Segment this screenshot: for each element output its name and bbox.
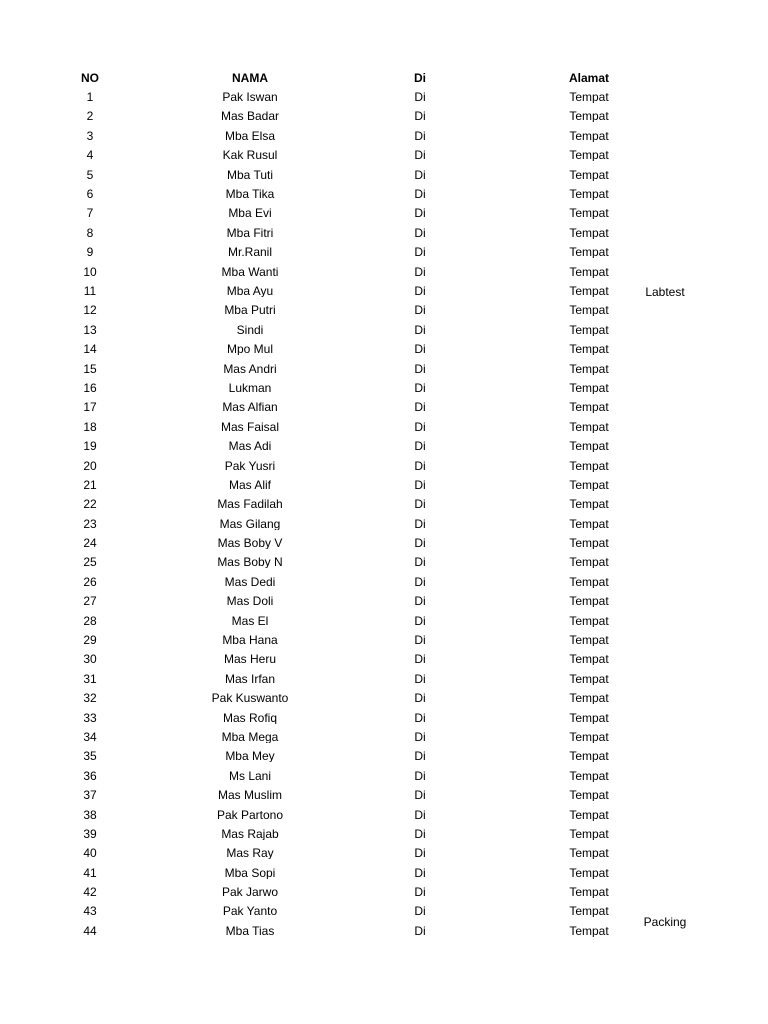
row-address-cell: Tempat	[569, 226, 609, 239]
row-name-cell: Mba Ayu	[226, 284, 274, 297]
row-address-cell: Tempat	[569, 730, 609, 743]
row-address-cell: Tempat	[569, 517, 609, 530]
table-row	[40, 689, 616, 708]
header-no: NO	[81, 71, 99, 84]
row-number-cell: 26	[83, 575, 97, 588]
row-number-cell: 31	[83, 672, 97, 685]
row-di-cell: Di	[414, 750, 426, 763]
row-address-cell: Tempat	[569, 246, 609, 259]
row-number-cell: 27	[83, 595, 97, 608]
table-row	[40, 844, 616, 863]
table-row	[40, 301, 616, 320]
row-name-cell: Mas Badar	[220, 110, 280, 123]
table-row	[40, 126, 616, 145]
row-name-cell: Mas Rajab	[221, 827, 279, 840]
table-row	[40, 243, 616, 262]
table-row	[40, 863, 616, 882]
row-address-cell: Tempat	[569, 924, 609, 937]
row-name-cell: Mas Boby V	[217, 537, 283, 550]
row-address-cell: Tempat	[569, 827, 609, 840]
row-address-cell: Tempat	[569, 381, 609, 394]
row-name-cell: Mas Alfian	[222, 401, 278, 414]
row-number-cell: 23	[83, 517, 97, 530]
row-address-cell: Tempat	[569, 653, 609, 666]
table-row	[40, 146, 616, 165]
table-row	[40, 824, 616, 843]
table-row	[40, 553, 616, 572]
table-row	[40, 320, 616, 339]
row-name-cell: Mba Evi	[228, 207, 272, 220]
row-name-cell: Lukman	[228, 381, 272, 394]
row-number-cell: 8	[86, 226, 94, 239]
row-di-cell: Di	[414, 401, 426, 414]
row-di-cell: Di	[414, 304, 426, 317]
table-row	[40, 747, 616, 766]
row-number-cell: 1	[86, 91, 94, 104]
row-name-cell: Mba Putri	[224, 304, 276, 317]
row-address-cell: Tempat	[569, 459, 609, 472]
row-name-cell: Mas Gilang	[219, 517, 281, 530]
row-number-cell: 13	[83, 323, 97, 336]
row-di-cell: Di	[414, 284, 426, 297]
row-name-cell: Mas Irfan	[224, 672, 275, 685]
row-di-cell: Di	[414, 226, 426, 239]
row-address-cell: Tempat	[569, 323, 609, 336]
row-di-cell: Di	[414, 246, 426, 259]
row-di-cell: Di	[414, 149, 426, 162]
row-address-cell: Tempat	[569, 769, 609, 782]
table-row	[40, 882, 616, 901]
header-alamat: Alamat	[568, 71, 609, 84]
table-row	[40, 475, 616, 494]
row-di-cell: Di	[414, 575, 426, 588]
row-name-cell: Pak Jarwo	[221, 886, 279, 899]
row-address-cell: Tempat	[569, 847, 609, 860]
row-di-cell: Di	[414, 827, 426, 840]
row-di-cell: Di	[414, 478, 426, 491]
table-row	[40, 727, 616, 746]
row-name-cell: Mas Heru	[223, 653, 276, 666]
row-number-cell: 36	[83, 769, 97, 782]
row-di-cell: Di	[414, 808, 426, 821]
row-address-cell: Tempat	[569, 168, 609, 181]
row-number-cell: 32	[83, 692, 97, 705]
row-name-cell: Mba Tuti	[226, 168, 274, 181]
row-di-cell: Di	[414, 905, 426, 918]
row-address-cell: Tempat	[569, 265, 609, 278]
row-number-cell: 6	[86, 188, 94, 201]
row-number-cell: 5	[86, 168, 94, 181]
table-row	[40, 204, 616, 223]
row-address-cell: Tempat	[569, 556, 609, 569]
row-number-cell: 7	[86, 207, 94, 220]
row-di-cell: Di	[414, 91, 426, 104]
row-number-cell: 14	[83, 343, 97, 356]
row-name-cell: Mpo Mul	[226, 343, 273, 356]
row-number-cell: 44	[83, 924, 97, 937]
row-number-cell: 43	[83, 905, 97, 918]
row-name-cell: Mas Adi	[228, 440, 272, 453]
table-row	[40, 223, 616, 242]
row-di-cell: Di	[414, 614, 426, 627]
table-row	[40, 902, 616, 921]
row-di-cell: Di	[414, 847, 426, 860]
table-row	[40, 398, 616, 417]
row-di-cell: Di	[414, 517, 426, 530]
row-name-cell: Pak Yanto	[222, 905, 278, 918]
table-row	[40, 785, 616, 804]
row-name-cell: Mr.Ranil	[227, 246, 272, 259]
address-table	[40, 68, 616, 941]
header-di: Di	[414, 71, 426, 84]
row-address-cell: Tempat	[569, 91, 609, 104]
row-number-cell: 22	[83, 498, 97, 511]
row-name-cell: Pak Iswan	[222, 91, 278, 104]
table-row	[40, 417, 616, 436]
row-di-cell: Di	[414, 556, 426, 569]
row-address-cell: Tempat	[569, 420, 609, 433]
row-address-cell: Tempat	[569, 401, 609, 414]
row-di-cell: Di	[414, 789, 426, 802]
row-number-cell: 3	[86, 129, 94, 142]
row-number-cell: 15	[83, 362, 97, 375]
table-row	[40, 359, 616, 378]
row-number-cell: 24	[83, 537, 97, 550]
row-number-cell: 37	[83, 789, 97, 802]
row-address-cell: Tempat	[569, 905, 609, 918]
table-row	[40, 495, 616, 514]
row-name-cell: Mas Ray	[226, 847, 274, 860]
row-address-cell: Tempat	[569, 750, 609, 763]
row-number-cell: 40	[83, 847, 97, 860]
row-address-cell: Tempat	[569, 129, 609, 142]
row-address-cell: Tempat	[569, 304, 609, 317]
row-di-cell: Di	[414, 381, 426, 394]
row-address-cell: Tempat	[569, 498, 609, 511]
row-number-cell: 2	[86, 110, 94, 123]
row-name-cell: Mas Muslim	[217, 789, 282, 802]
row-di-cell: Di	[414, 343, 426, 356]
packing-label: Packing	[643, 915, 687, 929]
row-number-cell: 20	[83, 459, 97, 472]
table-row	[40, 262, 616, 281]
row-name-cell: Mas Faisal	[220, 420, 279, 433]
table-header	[40, 68, 616, 87]
row-number-cell: 19	[83, 440, 97, 453]
row-di-cell: Di	[414, 265, 426, 278]
row-number-cell: 21	[83, 478, 97, 491]
table-row	[40, 165, 616, 184]
row-number-cell: 10	[83, 265, 97, 278]
row-address-cell: Tempat	[569, 866, 609, 879]
row-address-cell: Tempat	[569, 207, 609, 220]
row-di-cell: Di	[414, 207, 426, 220]
row-di-cell: Di	[414, 323, 426, 336]
table-row	[40, 708, 616, 727]
row-number-cell: 18	[83, 420, 97, 433]
row-di-cell: Di	[414, 653, 426, 666]
row-number-cell: 17	[83, 401, 97, 414]
row-name-cell: Mba Tias	[225, 924, 275, 937]
row-name-cell: Mba Mey	[225, 750, 275, 763]
row-name-cell: Mba Sopi	[224, 866, 276, 879]
row-number-cell: 39	[83, 827, 97, 840]
row-address-cell: Tempat	[569, 614, 609, 627]
row-di-cell: Di	[414, 711, 426, 724]
row-address-cell: Tempat	[569, 188, 609, 201]
row-address-cell: Tempat	[569, 672, 609, 685]
row-di-cell: Di	[414, 440, 426, 453]
row-number-cell: 4	[86, 149, 94, 162]
table-row	[40, 630, 616, 649]
table-row	[40, 669, 616, 688]
row-address-cell: Tempat	[569, 362, 609, 375]
table-row	[40, 436, 616, 455]
row-name-cell: Mas Rofiq	[222, 711, 278, 724]
row-name-cell: Mba Fitri	[226, 226, 274, 239]
row-name-cell: Sindi	[236, 323, 264, 336]
row-number-cell: 9	[86, 246, 94, 259]
table-row	[40, 533, 616, 552]
row-di-cell: Di	[414, 420, 426, 433]
row-di-cell: Di	[414, 769, 426, 782]
row-di-cell: Di	[414, 110, 426, 123]
row-address-cell: Tempat	[569, 692, 609, 705]
table-row	[40, 184, 616, 203]
row-name-cell: Mas Andri	[223, 362, 277, 375]
row-address-cell: Tempat	[569, 110, 609, 123]
row-name-cell: Mas Boby N	[217, 556, 283, 569]
row-address-cell: Tempat	[569, 537, 609, 550]
row-address-cell: Tempat	[569, 711, 609, 724]
table-row	[40, 378, 616, 397]
row-di-cell: Di	[414, 537, 426, 550]
row-address-cell: Tempat	[569, 343, 609, 356]
row-name-cell: Mba Wanti	[221, 265, 279, 278]
row-di-cell: Di	[414, 459, 426, 472]
table-body	[40, 87, 616, 940]
table-row	[40, 592, 616, 611]
header-nama: NAMA	[232, 71, 268, 84]
row-address-cell: Tempat	[569, 789, 609, 802]
table-row	[40, 921, 616, 940]
table-row	[40, 281, 616, 300]
row-address-cell: Tempat	[569, 149, 609, 162]
row-number-cell: 34	[83, 730, 97, 743]
row-name-cell: Pak Partono	[216, 808, 284, 821]
table-row	[40, 766, 616, 785]
row-number-cell: 42	[83, 886, 97, 899]
row-number-cell: 41	[83, 866, 97, 879]
table-row	[40, 456, 616, 475]
row-di-cell: Di	[414, 730, 426, 743]
row-di-cell: Di	[414, 692, 426, 705]
row-number-cell: 28	[83, 614, 97, 627]
row-number-cell: 38	[83, 808, 97, 821]
row-di-cell: Di	[414, 168, 426, 181]
row-name-cell: Pak Kuswanto	[211, 692, 289, 705]
row-address-cell: Tempat	[569, 284, 609, 297]
row-name-cell: Pak Yusri	[224, 459, 276, 472]
table-row	[40, 650, 616, 669]
row-address-cell: Tempat	[569, 595, 609, 608]
row-di-cell: Di	[414, 672, 426, 685]
row-number-cell: 29	[83, 634, 97, 647]
row-di-cell: Di	[414, 498, 426, 511]
labtest-label: Labtest	[645, 285, 685, 299]
row-name-cell: Mba Hana	[222, 634, 278, 647]
row-di-cell: Di	[414, 595, 426, 608]
row-number-cell: 33	[83, 711, 97, 724]
table-row	[40, 339, 616, 358]
table-row	[40, 611, 616, 630]
row-address-cell: Tempat	[569, 634, 609, 647]
row-number-cell: 12	[83, 304, 97, 317]
row-name-cell: Mas Alif	[228, 478, 271, 491]
table-row	[40, 87, 616, 106]
row-address-cell: Tempat	[569, 886, 609, 899]
row-address-cell: Tempat	[569, 575, 609, 588]
row-number-cell: 11	[83, 284, 97, 297]
row-name-cell: Mas Fadilah	[217, 498, 283, 511]
row-di-cell: Di	[414, 129, 426, 142]
row-number-cell: 25	[83, 556, 97, 569]
row-di-cell: Di	[414, 866, 426, 879]
table-row	[40, 514, 616, 533]
row-name-cell: Mas El	[231, 614, 269, 627]
row-number-cell: 35	[83, 750, 97, 763]
row-name-cell: Mas Doli	[226, 595, 274, 608]
row-di-cell: Di	[414, 188, 426, 201]
row-name-cell: Mba Mega	[221, 730, 279, 743]
row-name-cell: Mba Tika	[225, 188, 275, 201]
row-number-cell: 16	[83, 381, 97, 394]
row-name-cell: Kak Rusul	[222, 149, 278, 162]
row-address-cell: Tempat	[569, 478, 609, 491]
row-address-cell: Tempat	[569, 808, 609, 821]
row-di-cell: Di	[414, 886, 426, 899]
row-number-cell: 30	[83, 653, 97, 666]
row-di-cell: Di	[414, 924, 426, 937]
table-row	[40, 805, 616, 824]
row-di-cell: Di	[414, 634, 426, 647]
row-name-cell: Mba Elsa	[224, 129, 276, 142]
table-row	[40, 107, 616, 126]
row-name-cell: Ms Lani	[228, 769, 272, 782]
row-name-cell: Mas Dedi	[224, 575, 276, 588]
table-row	[40, 572, 616, 591]
row-address-cell: Tempat	[569, 440, 609, 453]
row-di-cell: Di	[414, 362, 426, 375]
